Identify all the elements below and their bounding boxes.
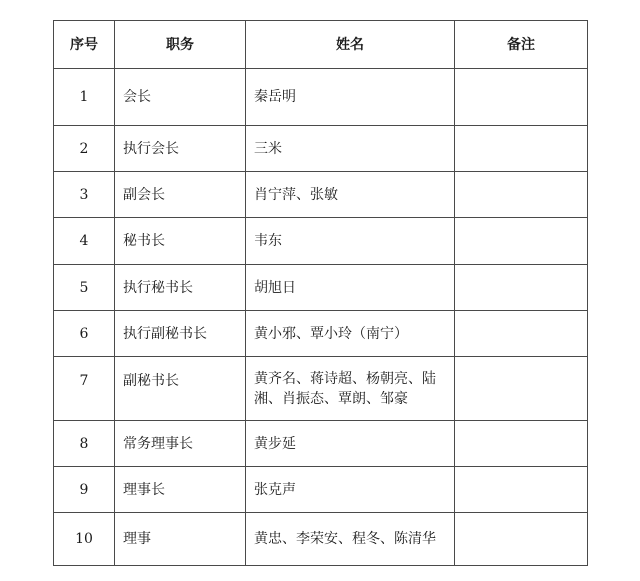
row-note	[455, 421, 588, 467]
table-row	[54, 265, 588, 311]
row-no: 2	[54, 126, 115, 172]
row-name: 黄步延	[246, 421, 455, 467]
row-name: 三米	[246, 126, 455, 172]
table-row	[54, 467, 588, 513]
row-name: 黄忠、李荣安、程冬、陈清华	[246, 513, 455, 566]
row-note	[455, 265, 588, 311]
row-name: 张克声	[246, 467, 455, 513]
row-no: 7	[54, 357, 115, 421]
row-role: 会长	[115, 69, 246, 126]
table-row	[54, 421, 588, 467]
row-role: 理事	[115, 513, 246, 566]
header-role: 职务	[115, 21, 246, 69]
row-no: 1	[54, 69, 115, 126]
row-role: 常务理事长	[115, 421, 246, 467]
row-no: 8	[54, 421, 115, 467]
row-note	[455, 69, 588, 126]
row-name	[246, 357, 455, 421]
header-name: 姓名	[246, 21, 455, 69]
row-no: 5	[54, 265, 115, 311]
row-no: 10	[54, 513, 115, 566]
row-no: 9	[54, 467, 115, 513]
row-note	[455, 513, 588, 566]
header-note: 备注	[455, 21, 588, 69]
row-name: 黄小邪、覃小玲（南宁）	[246, 311, 455, 357]
header-row	[54, 21, 588, 69]
row-name: 肖宁萍、张敏	[246, 172, 455, 218]
header-no: 序号	[54, 21, 115, 69]
row-note	[455, 467, 588, 513]
row-role: 执行秘书长	[115, 265, 246, 311]
row-role: 理事长	[115, 467, 246, 513]
row-name: 胡旭日	[246, 265, 455, 311]
row-no: 4	[54, 218, 115, 265]
table-row	[54, 311, 588, 357]
row-name: 秦岳明	[246, 69, 455, 126]
row-note	[455, 172, 588, 218]
table-row	[54, 172, 588, 218]
table-row	[54, 513, 588, 566]
row-name-text: 黄齐名、蒋诗超、杨朝亮、陆湘、肖振态、覃朗、邹豪	[254, 370, 436, 407]
table-row	[54, 218, 588, 265]
table-row	[54, 357, 588, 421]
row-note	[455, 357, 588, 421]
row-note	[455, 126, 588, 172]
row-no: 6	[54, 311, 115, 357]
table-row	[54, 69, 588, 126]
row-role: 执行会长	[115, 126, 246, 172]
table-row	[54, 126, 588, 172]
roster-sheet	[53, 20, 588, 566]
row-role: 执行副秘书长	[115, 311, 246, 357]
row-role: 副会长	[115, 172, 246, 218]
row-note	[455, 311, 588, 357]
row-role: 副秘书长	[115, 357, 246, 421]
row-no: 3	[54, 172, 115, 218]
roster-table	[53, 20, 588, 566]
row-role: 秘书长	[115, 218, 246, 265]
row-note	[455, 218, 588, 265]
row-name: 韦东	[246, 218, 455, 265]
